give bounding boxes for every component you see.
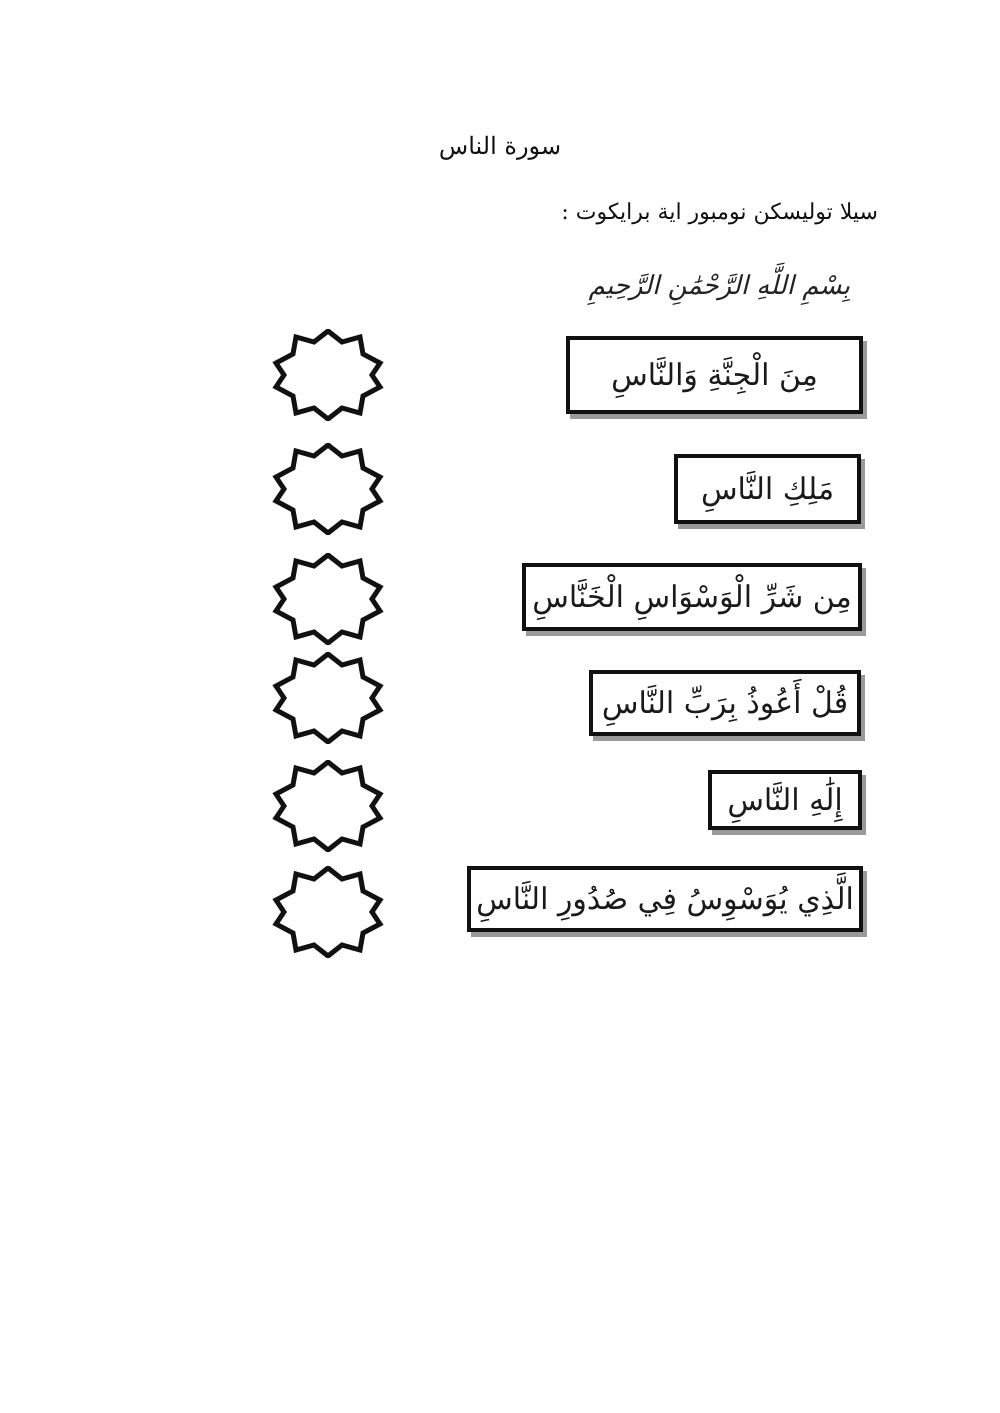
answer-star-2[interactable]: [272, 443, 384, 535]
instruction-text: سيلا توليسكن نومبور اية برايكوت :: [561, 200, 878, 225]
verse-card[interactable]: مِن شَرِّ الْوَسْوَاسِ الْخَنَّاسِ: [522, 563, 862, 631]
verse-card[interactable]: قُلْ أَعُوذُ بِرَبِّ النَّاسِ: [589, 670, 861, 736]
answer-star-1[interactable]: [272, 329, 384, 421]
basmala-calligraphy: بِسْمِ اللَّهِ الرَّحْمَٰنِ الرَّحِيمِ: [588, 271, 850, 301]
verse-card[interactable]: إِلَٰهِ النَّاسِ: [708, 770, 862, 830]
verse-card[interactable]: مَلِكِ النَّاسِ: [674, 454, 861, 524]
answer-star-6[interactable]: [272, 866, 384, 958]
page-title: سورة الناس: [438, 132, 562, 160]
answer-star-3[interactable]: [272, 553, 384, 645]
verse-card[interactable]: الَّذِي يُوَسْوِسُ فِي صُدُورِ النَّاسِ: [467, 866, 863, 932]
answer-star-4[interactable]: [272, 652, 384, 744]
verse-card[interactable]: مِنَ الْجِنَّةِ وَالنَّاسِ: [566, 336, 863, 414]
answer-star-5[interactable]: [272, 760, 384, 852]
